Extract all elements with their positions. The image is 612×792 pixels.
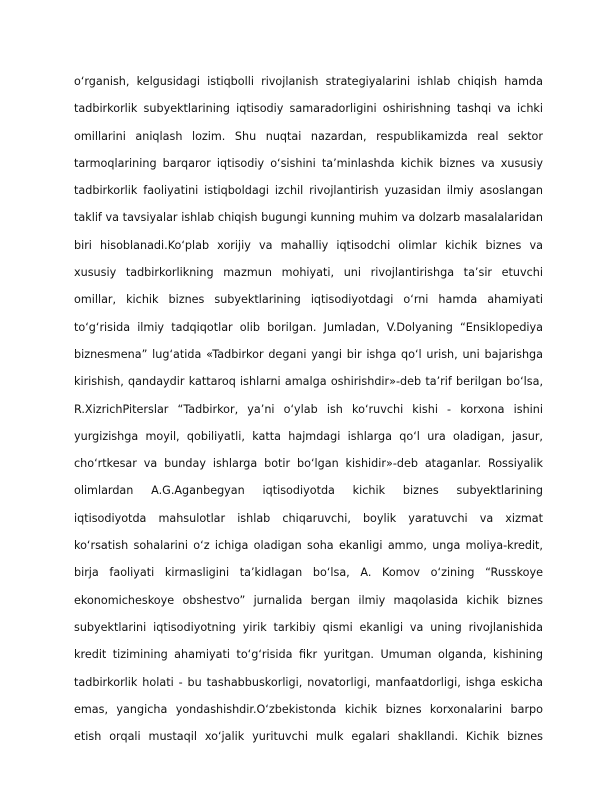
text-line: omillar, kichik biznes subyektlarining iqtisodiyotdagi o‘rni hamda ahamiyati <box>74 293 543 307</box>
text-line: tadbirkorlik subyektlarining iqtisodiy samaradorligini oshirishning tashqi va ichki <box>74 102 543 116</box>
text-line: biznesmena” lug‘atida «Tadbirkor degani yangi bir ishga qo‘l urish, uni bajarishga <box>74 347 543 361</box>
text-line: omillarini aniqlash lozim. Shu nuqtai nazardan, respublikamizda real sektor <box>74 129 543 143</box>
text-line: yurgizishga moyil, qobiliyatli, katta hajmdagi ishlarga qo‘l ura oladigan, jasur, <box>74 429 543 443</box>
text-line: cho‘rtkesar va bunday ishlarga botir bo‘lgan kishidir»-deb ataganlar. Rossiyalik <box>74 457 543 471</box>
text-line: tadbirkorlik holati - bu tashabbuskorligi, novatorligi, manfaatdorligi, ishga eskicha <box>74 675 543 689</box>
body-text <box>74 68 543 750</box>
text-line: emas, yangicha yondashishdir.O‘zbekistonda kichik biznes korxonalarini barpo <box>74 702 543 716</box>
text-line: etish orqali mustaqil xo‘jalik yurituvchi mulk egalari shakllandi. Kichik biznes <box>74 730 543 744</box>
text-line: ko‘rsatish sohalarini o‘z ichiga oladigan soha ekanligi ammo, unga moliya-kredit, <box>74 539 543 553</box>
text-line: kredit tizimining ahamiyati to‘g‘risida fikr yuritgan. Umuman olganda, kishining <box>74 648 543 662</box>
text-line: taklif va tavsiyalar ishlab chiqish bugungi kunning muhim va dolzarb masalalaridan <box>74 211 543 225</box>
text-line: olimlardan A.G.Aganbegyan iqtisodiyotda kichik biznes subyektlarining <box>74 484 543 498</box>
text-line: tarmoqlarining barqaror iqtisodiy o‘sishini ta’minlashda kichik biznes va xususiy <box>74 156 543 170</box>
text-line: subyektlarini iqtisodiyotning yirik tarkibiy qismi ekanligi va uning rivojlanishida <box>74 620 543 634</box>
text-line: ekonomicheskoye obshestvo” jurnalida bergan ilmiy maqolasida kichik biznes <box>74 593 543 607</box>
text-line: kirishish, qandaydir kattaroq ishlarni amalga oshirishdir»-deb ta’rif berilgan bo‘lsa, <box>74 375 543 389</box>
text-line: o‘rganish, kelgusidagi istiqbolli rivojlanish strategiyalarini ishlab chiqish hamda <box>74 75 543 88</box>
text-line: to‘g‘risida ilmiy tadqiqotlar olib borilgan. Jumladan, V.Dolyaning “Ensiklopediya <box>74 320 543 334</box>
text-line: tadbirkorlik faoliyatini istiqboldagi izchil rivojlantirish yuzasidan ilmiy asoslangan <box>74 184 543 198</box>
text-line: iqtisodiyotda mahsulotlar ishlab chiqaruvchi, boylik yaratuvchi va xizmat <box>74 511 543 525</box>
text-line: biri hisoblanadi.Ko‘plab xorijiy va mahalliy iqtisodchi olimlar kichik biznes va <box>74 238 543 252</box>
text-line: birja faoliyati kirmasligini ta’kidlagan bo‘lsa, A. Komov o‘zining “Russkoye <box>74 566 543 580</box>
text-line: R.XizrichPiterslar “Tadbirkor, ya’ni o‘ylab ish ko‘ruvchi kishi - korxona ishini <box>74 402 543 416</box>
text-line: xususiy tadbirkorlikning mazmun mohiyati, uni rivojlantirishga ta’sir etuvchi <box>74 266 543 280</box>
